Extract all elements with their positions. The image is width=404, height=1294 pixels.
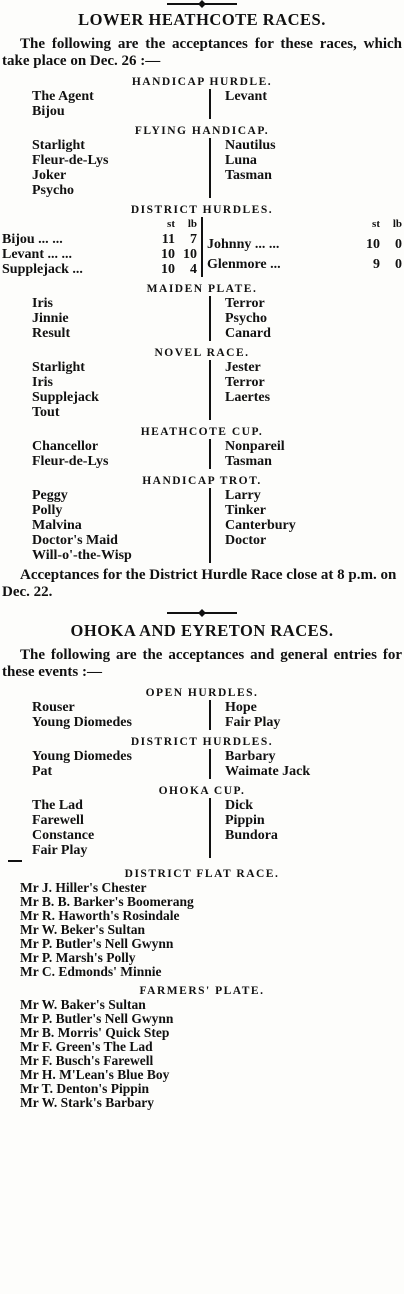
horse-entry: Starlight	[32, 360, 85, 375]
horse-entry: Malvina	[32, 518, 82, 533]
horse-entry: Bijou	[32, 104, 65, 119]
horse-entry: Waimate Jack	[225, 764, 311, 779]
section-lower-heathcote	[2, 10, 402, 601]
entries-block	[2, 868, 402, 979]
race-name: DISTRICT FLAT RACE.	[124, 868, 280, 880]
list-item: Mr R. Haworth's Rosindale	[20, 908, 180, 923]
list-item: Mr J. Hiller's Chester	[20, 880, 147, 895]
horse-entry: Pippin	[225, 813, 265, 828]
horse-entry: Fleur-de-Lys	[32, 454, 109, 469]
list-item: Mr P. Butler's Nell Gwynn	[20, 936, 174, 951]
section-intro: The following are the acceptances for these races, which take place on Dec. 26 :—	[2, 36, 402, 69]
list-item: Mr B. Morris' Quick Step	[20, 1025, 170, 1040]
race-block	[2, 475, 402, 563]
weight-st: 10	[366, 237, 380, 252]
horse-entry: Result	[32, 326, 71, 341]
acceptances	[2, 296, 402, 341]
weight-st: 9	[373, 257, 380, 272]
acceptances	[2, 439, 402, 469]
list-item: Mr F. Busch's Farewell	[20, 1053, 154, 1068]
top-ornament-rule	[167, 0, 237, 8]
horse-entry: Bundora	[225, 828, 278, 843]
horse-entry: Supplejack	[32, 390, 99, 405]
race-name: DISTRICT HURDLES.	[130, 204, 274, 216]
race-block	[2, 76, 402, 119]
horse-entry: Hope	[225, 700, 257, 715]
horse-name: Glenmore ...	[207, 257, 281, 272]
horse-entry: Psycho	[225, 311, 267, 326]
horse-entry: Joker	[32, 168, 67, 183]
weight-lb: 4	[190, 262, 197, 277]
race-block	[2, 125, 402, 198]
horse-entry: Farewell	[32, 813, 84, 828]
acceptances	[2, 798, 402, 858]
horse-entry: Starlight	[32, 138, 85, 153]
race-name: FLYING HANDICAP.	[134, 125, 270, 137]
horse-entry: Young Diomedes	[32, 715, 132, 730]
horse-entry: Will-o'-the-Wisp	[32, 548, 132, 563]
section-ohoka-eyreton	[2, 621, 402, 1110]
horse-entry: Psycho	[32, 183, 74, 198]
race-block	[2, 687, 402, 730]
race-name: NOVEL RACE.	[154, 347, 250, 359]
race-block	[2, 785, 402, 862]
list-item: Mr T. Denton's Pippin	[20, 1081, 150, 1096]
race-block	[2, 347, 402, 420]
horse-entry: Nonpareil	[225, 439, 285, 454]
horse-name: Bijou ... ...	[2, 232, 63, 247]
horse-entry: The Agent	[32, 89, 94, 104]
lb-header: lb	[187, 218, 197, 230]
horse-entry: Doctor's Maid	[32, 533, 118, 548]
horse-entry: Terror	[225, 375, 265, 390]
race-name: FARMERS' PLATE.	[139, 985, 265, 997]
horse-entry: Chancellor	[32, 439, 99, 454]
list-item: Mr W. Stark's Barbary	[20, 1095, 155, 1110]
closing-note: Acceptances for the District Hurdle Race close at 8 p.m. on Dec. 22.	[2, 567, 397, 600]
list-item: Mr W. Beker's Sultan	[20, 922, 146, 937]
race-name: MAIDEN PLATE.	[146, 283, 258, 295]
list-item: Mr W. Baker's Sultan	[20, 997, 146, 1012]
horse-entry: Polly	[32, 503, 63, 518]
horse-entry: Tasman	[225, 168, 272, 183]
horse-name: Levant ... ...	[2, 247, 72, 262]
horse-name: Supplejack ...	[2, 262, 83, 277]
acceptances	[2, 138, 402, 198]
horse-entry: Barbary	[225, 749, 276, 764]
weight-st: 10	[161, 247, 175, 262]
horse-entry: Canard	[225, 326, 271, 341]
race-name: HEATHCOTE CUP.	[140, 426, 264, 438]
horse-entry: Dick	[225, 798, 253, 813]
list-item: Mr C. Edmonds' Minnie	[20, 964, 162, 979]
race-name: OHOKA CUP.	[158, 785, 246, 797]
weight-st: 10	[161, 262, 175, 277]
race-block	[2, 736, 402, 779]
acceptances	[2, 89, 402, 119]
acceptances	[2, 700, 402, 730]
race-name: DISTRICT HURDLES.	[130, 736, 274, 748]
horse-entry: Luna	[225, 153, 257, 168]
weight-lb: 0	[395, 257, 402, 272]
horse-entry: Constance	[32, 828, 95, 843]
horse-entry: Iris	[32, 296, 53, 311]
horse-entry: Nautilus	[225, 138, 276, 153]
weight-st: 11	[161, 232, 175, 247]
horse-entry: Canterbury	[225, 518, 296, 533]
race-name: OPEN HURDLES.	[145, 687, 259, 699]
horse-entry: Fair Play	[32, 843, 88, 858]
horse-entry: Terror	[225, 296, 265, 311]
st-header: st	[167, 218, 175, 230]
entries-list	[2, 998, 402, 1110]
horse-entry: Young Diomedes	[32, 749, 132, 764]
horse-entry: Jester	[225, 360, 261, 375]
horse-entry: Larry	[225, 488, 261, 503]
acceptances	[2, 360, 402, 420]
section-title: OHOKA AND EYRETON RACES.	[70, 621, 334, 640]
horse-entry: Tasman	[225, 454, 272, 469]
st-header: st	[372, 218, 380, 230]
acceptances	[2, 749, 402, 779]
horse-entry: Jinnie	[32, 311, 69, 326]
race-block-district-hurdles	[2, 204, 402, 277]
list-item: Mr P. Butler's Nell Gwynn	[20, 1011, 174, 1026]
acceptances	[2, 488, 402, 563]
horse-entry: The Lad	[32, 798, 83, 813]
list-item: Mr B. B. Barker's Boomerang	[20, 894, 194, 909]
section-title: LOWER HEATHCOTE RACES.	[78, 10, 326, 29]
horse-entry: Fleur-de-Lys	[32, 153, 109, 168]
list-item: Mr P. Marsh's Polly	[20, 950, 136, 965]
horse-entry: Fair Play	[225, 715, 281, 730]
weights-table	[2, 217, 402, 277]
horse-entry: Laertes	[225, 390, 271, 405]
horse-entry: Tinker	[225, 503, 266, 518]
horse-entry: Pat	[32, 764, 53, 779]
horse-entry: Rouser	[32, 700, 75, 715]
weight-lb: 10	[183, 247, 197, 262]
horse-entry: Levant	[225, 89, 267, 104]
section-divider-rule	[167, 609, 237, 617]
horse-name: Johnny ... ...	[207, 237, 280, 252]
list-item: Mr H. M'Lean's Blue Boy	[20, 1067, 170, 1082]
horse-entry: Peggy	[32, 488, 68, 503]
weight-lb: 0	[395, 237, 402, 252]
race-block	[2, 283, 402, 341]
horse-entry: Iris	[32, 375, 53, 390]
horse-entry: Doctor	[225, 533, 267, 548]
horse-entry: Tout	[32, 405, 60, 420]
entries-block	[2, 985, 402, 1110]
race-block	[2, 426, 402, 469]
race-name: HANDICAP TROT.	[142, 475, 262, 487]
entries-list	[2, 881, 402, 979]
lb-header: lb	[392, 218, 402, 230]
list-item: Mr F. Green's The Lad	[20, 1039, 153, 1054]
section-intro: The following are the acceptances and general entries for these events :—	[2, 647, 402, 680]
weight-lb: 7	[190, 232, 197, 247]
short-rule	[8, 860, 22, 862]
race-name: HANDICAP HURDLE.	[131, 76, 273, 88]
